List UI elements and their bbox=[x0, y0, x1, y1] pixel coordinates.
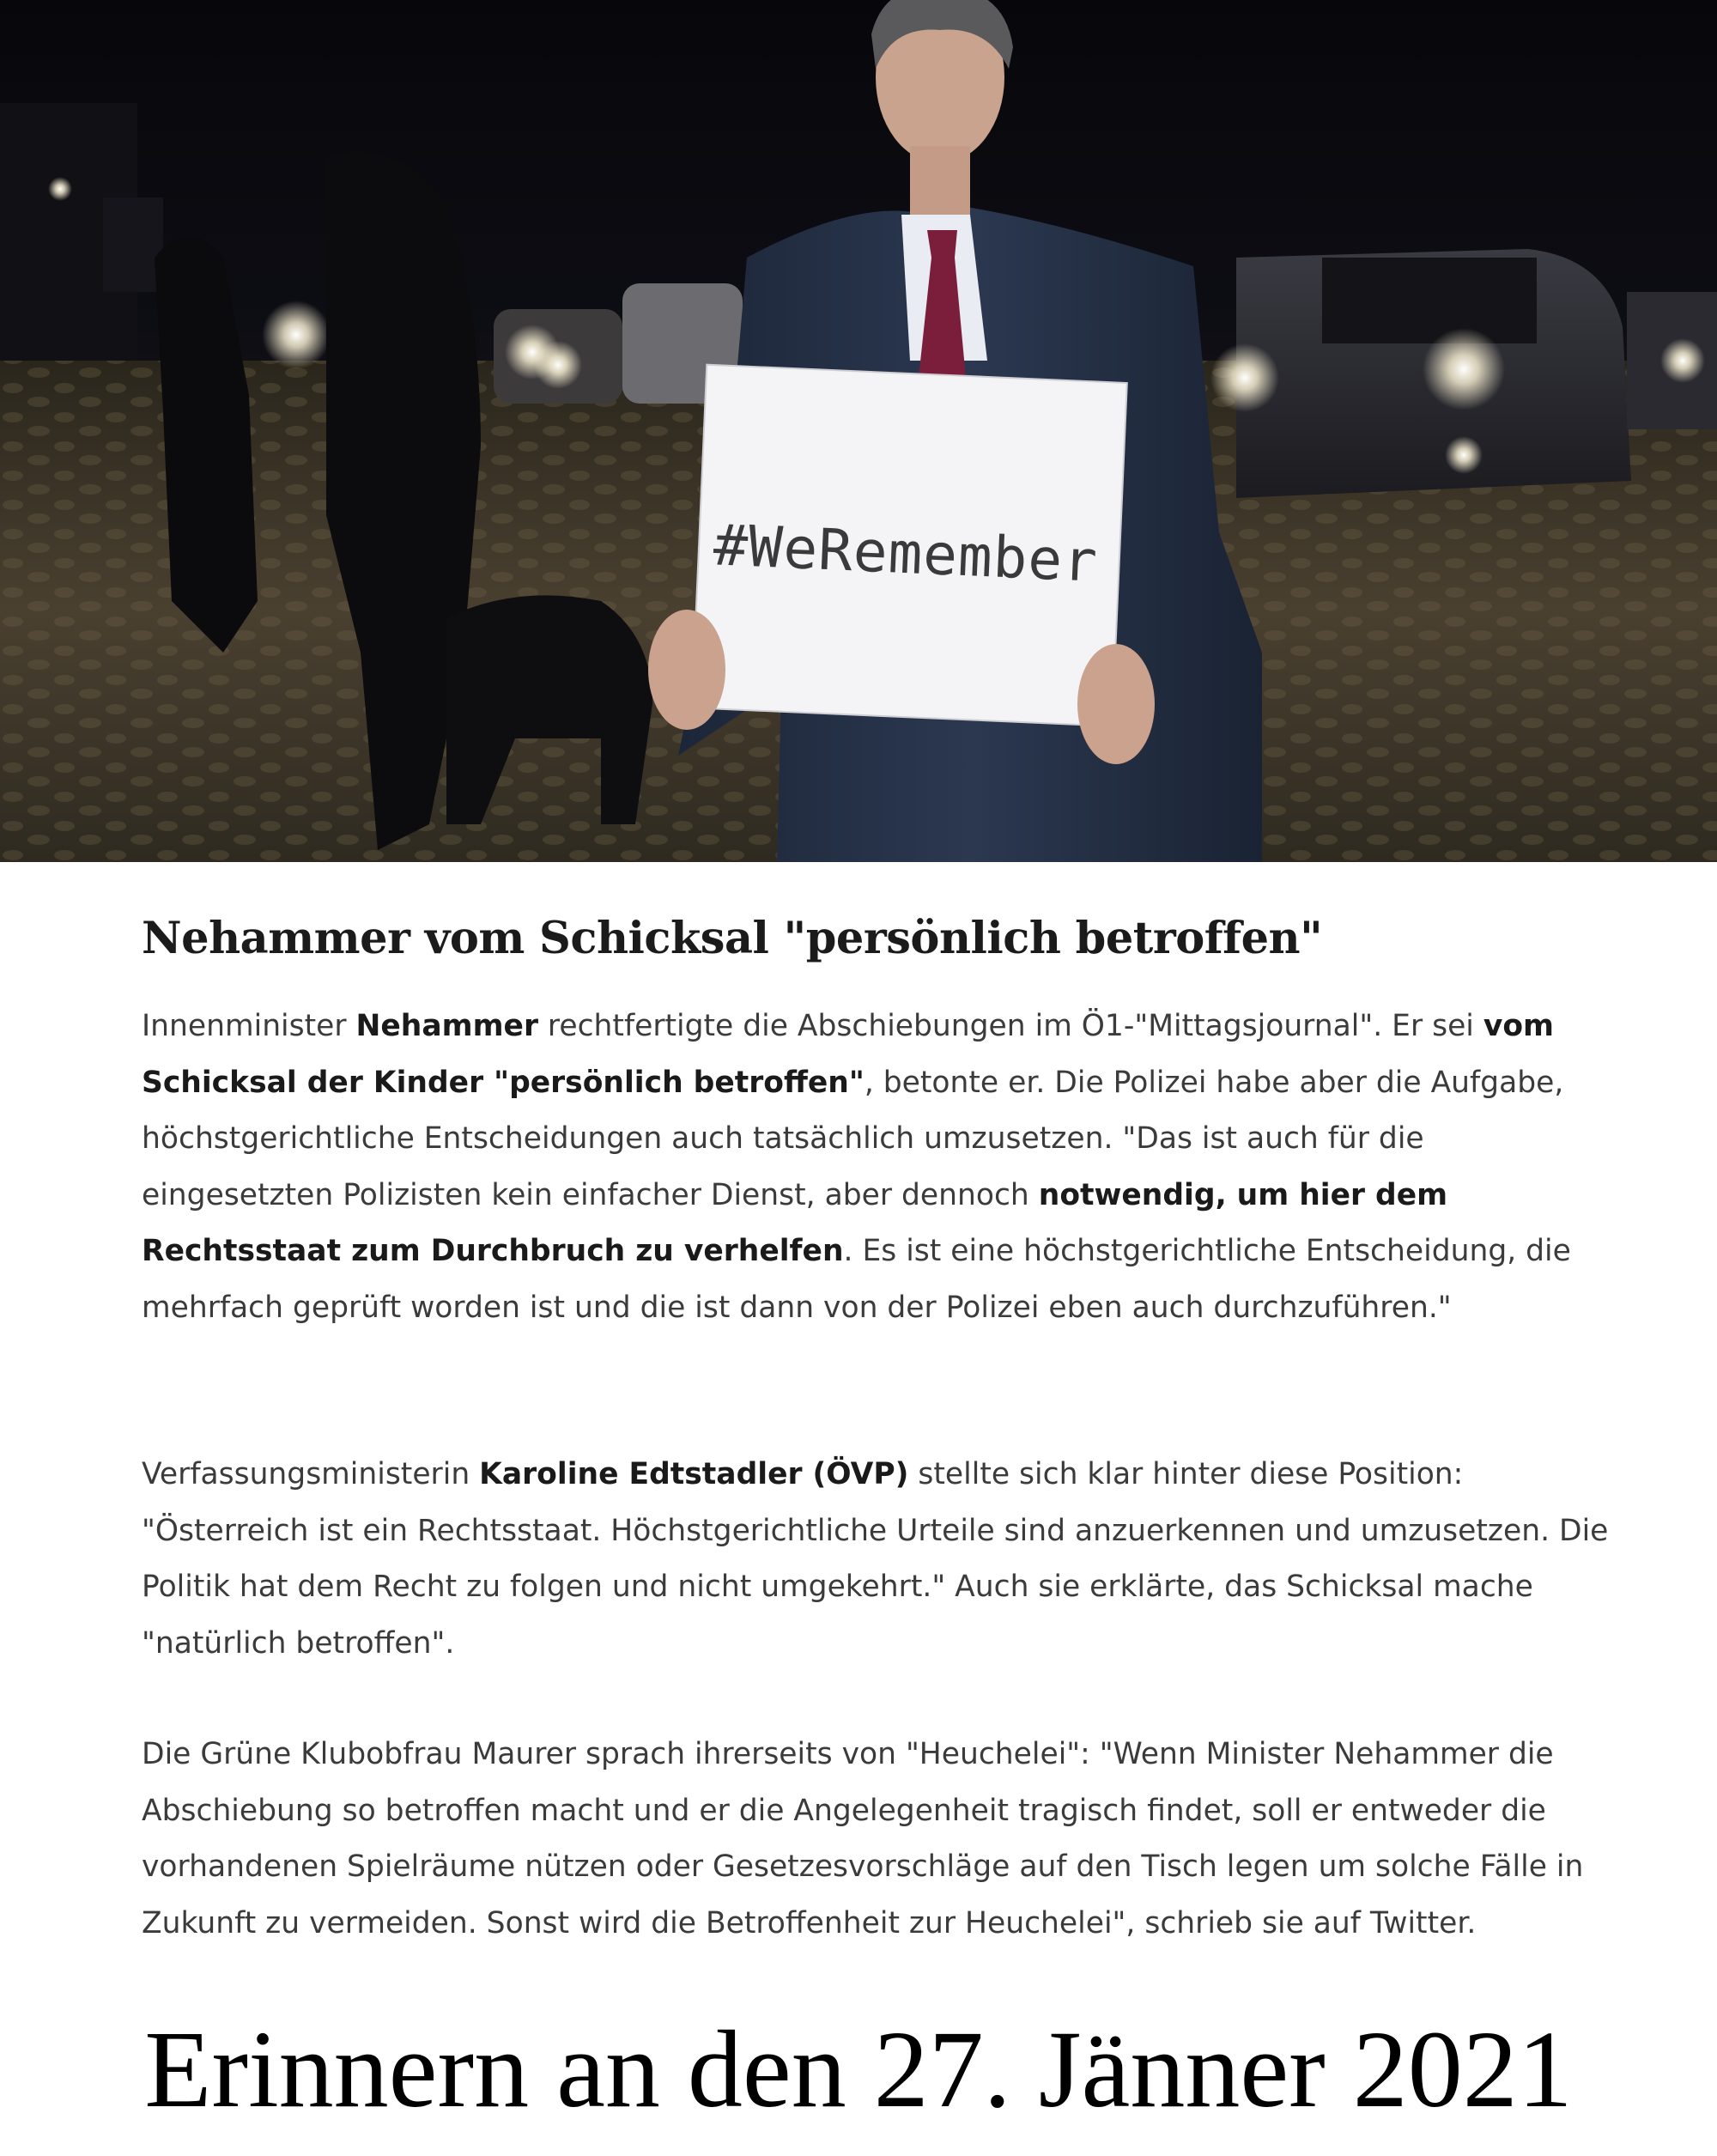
text-run: Die Grüne Klubobfrau Maurer sprach ihrerseits von "Heuchelei": "Wenn Minister Nehammer die Abschiebung so betroffen macht und er die Angelegenheit tragisch findet, soll er entweder die vorhandenen Spielräume nützen oder Gesetzesvorschläge auf den Tisch legen um solche Fälle in Zukunft zu vermeiden. Sonst wird die Betroffenheit zur Heuchelei", schrieb sie auf Twitter. bbox=[142, 1737, 1584, 1940]
bold-text-run: vom Schicksal der Kinder "persönlich betroffen" bbox=[142, 1009, 1554, 1100]
text-run: . Es ist eine höchstgerichtliche Entscheidung, die mehrfach geprüft worden ist und die ist dann von der Polizei eben auch durchzuführen." bbox=[142, 1234, 1571, 1325]
sign-hashtag-text: #WeRemember bbox=[712, 512, 1100, 595]
night-scene-illustration bbox=[0, 0, 1717, 862]
article-headline: Nehammer vom Schicksal "persönlich betroffen" bbox=[142, 913, 1323, 964]
text-run: stellte sich klar hinter diese Position: "Österreich ist ein Rechtsstaat. Höchstgerichtliche Urteile sind anzuerkennen und umzusetzen. Die Politik hat dem Recht zu folgen und nicht umgekehrt." Auch sie erklärte, das Schicksal mache "natürlich betroffen". bbox=[142, 1457, 1609, 1661]
text-run: , betonte er. Die Polizei habe aber die Aufgabe, höchstgerichtliche Entscheidungen auch tatsächlich umzusetzen. "Das ist auch für die eingesetzten Polizisten kein einfacher Dienst, aber dennoch bbox=[142, 1065, 1564, 1212]
caption-date-line: Erinnern an den 27. Jänner 2021 bbox=[144, 2008, 1573, 2130]
article-paragraph-2 bbox=[142, 1447, 1618, 1672]
text-run: rechtfertigte die Abschiebungen im Ö1-"Mittagsjournal". Er sei bbox=[537, 1009, 1483, 1043]
text-run: Verfassungsministerin bbox=[142, 1457, 480, 1491]
bold-text-run: Nehammer bbox=[355, 1009, 538, 1043]
bold-text-run: notwendig, um hier dem Rechtsstaat zum Durchbruch zu verhelfen bbox=[142, 1177, 1448, 1268]
header-photo bbox=[0, 0, 1717, 862]
article-paragraph-1 bbox=[142, 999, 1618, 1336]
article-paragraph-3 bbox=[142, 1727, 1618, 1952]
text-run: Innenminister bbox=[142, 1009, 356, 1043]
bold-text-run: Karoline Edtstadler (ÖVP) bbox=[479, 1457, 909, 1491]
